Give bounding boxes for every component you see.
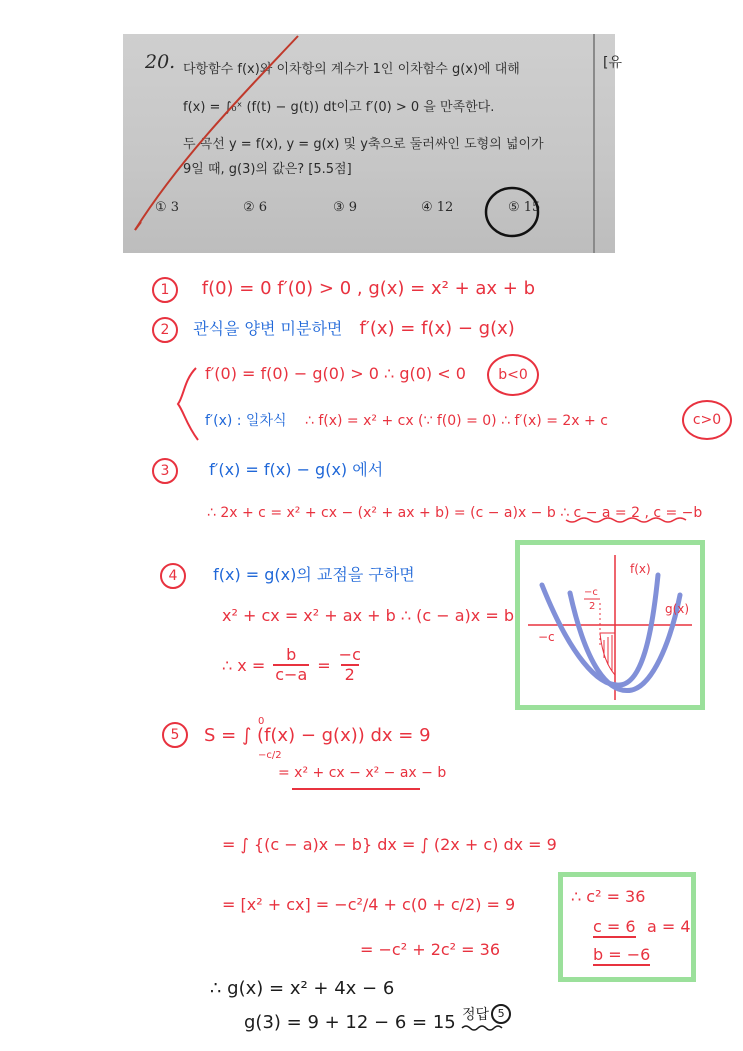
step-2-line-a: f′(0) = f(0) − g(0) > 0 ∴ g(0) < 0 bbox=[205, 364, 466, 383]
step-2-line-b-text: ∴ f(x) = x² + cx (∵ f(0) = 0) ∴ f′(x) = 2x + c bbox=[304, 413, 608, 429]
squiggle-underline bbox=[292, 782, 420, 790]
step-1 bbox=[152, 277, 535, 303]
side-fragment: [유 bbox=[603, 55, 622, 71]
step-2-eq: f′(x) = f(x) − g(x) bbox=[359, 318, 515, 339]
step-5-eq4: = −c² + 2c² = 36 bbox=[360, 940, 501, 959]
step-3-header bbox=[152, 457, 383, 484]
sketch-graph bbox=[520, 545, 700, 705]
result-c-squared: ∴ c² = 36 bbox=[571, 887, 646, 906]
graph-label-g: g(x) bbox=[665, 602, 690, 616]
step-2-header bbox=[152, 316, 515, 343]
step-5-limits bbox=[258, 716, 282, 762]
step-4-eq2: ∴ x = $\frac{b}{c-a}$ = $\frac{-c}{2}$ bbox=[222, 645, 361, 684]
step-4-intro: f(x) = g(x)의 교점을 구하면 bbox=[213, 565, 415, 584]
step-4-eq2-prefix: ∴ x = bbox=[222, 655, 266, 675]
step-2-intro: 관식을 양변 미분하면 bbox=[193, 319, 343, 338]
fraction-neg-c-over-2 bbox=[339, 646, 361, 684]
choice-5: ⑤ 15 bbox=[508, 200, 541, 215]
frac2-num: −c bbox=[338, 645, 361, 664]
graph-label-mc: −c bbox=[538, 630, 555, 644]
limit-bottom: −c/2 bbox=[258, 750, 282, 761]
step-3-intro: f′(x) = f(x) − g(x) 에서 bbox=[209, 460, 384, 479]
step-3-number: 3 bbox=[152, 458, 178, 484]
result-c: c = 6 bbox=[593, 917, 636, 936]
problem-line-2: f(x) = ∫₀ˣ (f(t) − g(t)) dt이고 f′(0) > 0 을 만족한다. bbox=[183, 100, 495, 115]
photo-pen-marks bbox=[123, 34, 615, 253]
choice-3: ③ 9 bbox=[333, 200, 358, 215]
result-a: a = 4 bbox=[647, 917, 691, 936]
final-g: ∴ g(x) = x² + 4x − 6 bbox=[210, 978, 395, 999]
final-g3: g(3) = 9 + 12 − 6 = 15 bbox=[244, 1012, 456, 1033]
step-4-header bbox=[160, 562, 415, 589]
step-1-text: f(0) = 0 f′(0) > 0 , g(x) = x² + ax + b bbox=[201, 278, 536, 299]
oval-b-negative: b<0 bbox=[487, 354, 539, 396]
result-b: b = −6 bbox=[593, 945, 651, 964]
choice-4: ④ 12 bbox=[421, 200, 454, 215]
step-2-number: 2 bbox=[152, 317, 178, 343]
problem-number: 20. bbox=[145, 51, 176, 73]
problem-line-4: 9일 때, g(3)의 값은? [5.5점] bbox=[183, 162, 352, 177]
graph-box bbox=[515, 540, 705, 710]
step-4-eq1: x² + cx = x² + ax + b ∴ (c − a)x = b bbox=[222, 606, 514, 625]
step-5-eq2: = ∫ {(c − a)x − b} dx = ∫ (2x + c) dx = 9 bbox=[222, 835, 557, 854]
step-5-eq3: = [x² + cx] = −c²/4 + c(0 + c/2) = 9 bbox=[222, 895, 516, 914]
step-5-eq1-text: S = ∫ (f(x) − g(x)) dx = 9 bbox=[204, 724, 431, 746]
choice-2: ② 6 bbox=[243, 200, 268, 215]
graph-label-half-den: 2 bbox=[589, 601, 596, 612]
answer-label: 정답 bbox=[462, 1007, 490, 1023]
choice-1: ① 3 bbox=[155, 200, 180, 215]
step-2-line-b bbox=[205, 410, 608, 430]
answer-mark bbox=[462, 1004, 511, 1024]
step-3-eq: ∴ 2x + c = x² + cx − (x² + ax + b) = (c − a)x − b ∴ c − a = 2 , c = −b bbox=[207, 505, 703, 521]
oval-c-positive: c>0 bbox=[682, 400, 732, 440]
answer-number: 5 bbox=[491, 1004, 511, 1024]
frac1-num: b bbox=[286, 645, 297, 664]
problem-line-1: 다항함수 f(x)와 이차항의 계수가 1인 이차함수 g(x)에 대해 bbox=[183, 62, 520, 77]
step-5-eq1-sub: = x² + cx − x² − ax − b bbox=[278, 765, 447, 781]
frac2-den: 2 bbox=[341, 664, 359, 684]
fraction-b-over-c-a bbox=[273, 646, 309, 684]
graph-label-f: f(x) bbox=[630, 562, 651, 576]
step-1-number: 1 bbox=[152, 277, 178, 303]
problem-photo bbox=[123, 34, 622, 253]
frac1-den: c−a bbox=[275, 665, 308, 684]
problem-line-3: 두 곡선 y = f(x), y = g(x) 및 y축으로 둘러싸인 도형의 넓이가 bbox=[183, 137, 544, 152]
result-box bbox=[558, 872, 696, 982]
step-5-number: 5 bbox=[162, 722, 188, 748]
step-2-line-b-label: f′(x) : 일차식 bbox=[205, 413, 287, 429]
step-5-eq1 bbox=[162, 716, 431, 761]
step-4-number: 4 bbox=[160, 563, 186, 589]
graph-label-half-num: −c bbox=[584, 587, 598, 598]
limit-top: 0 bbox=[258, 716, 265, 727]
